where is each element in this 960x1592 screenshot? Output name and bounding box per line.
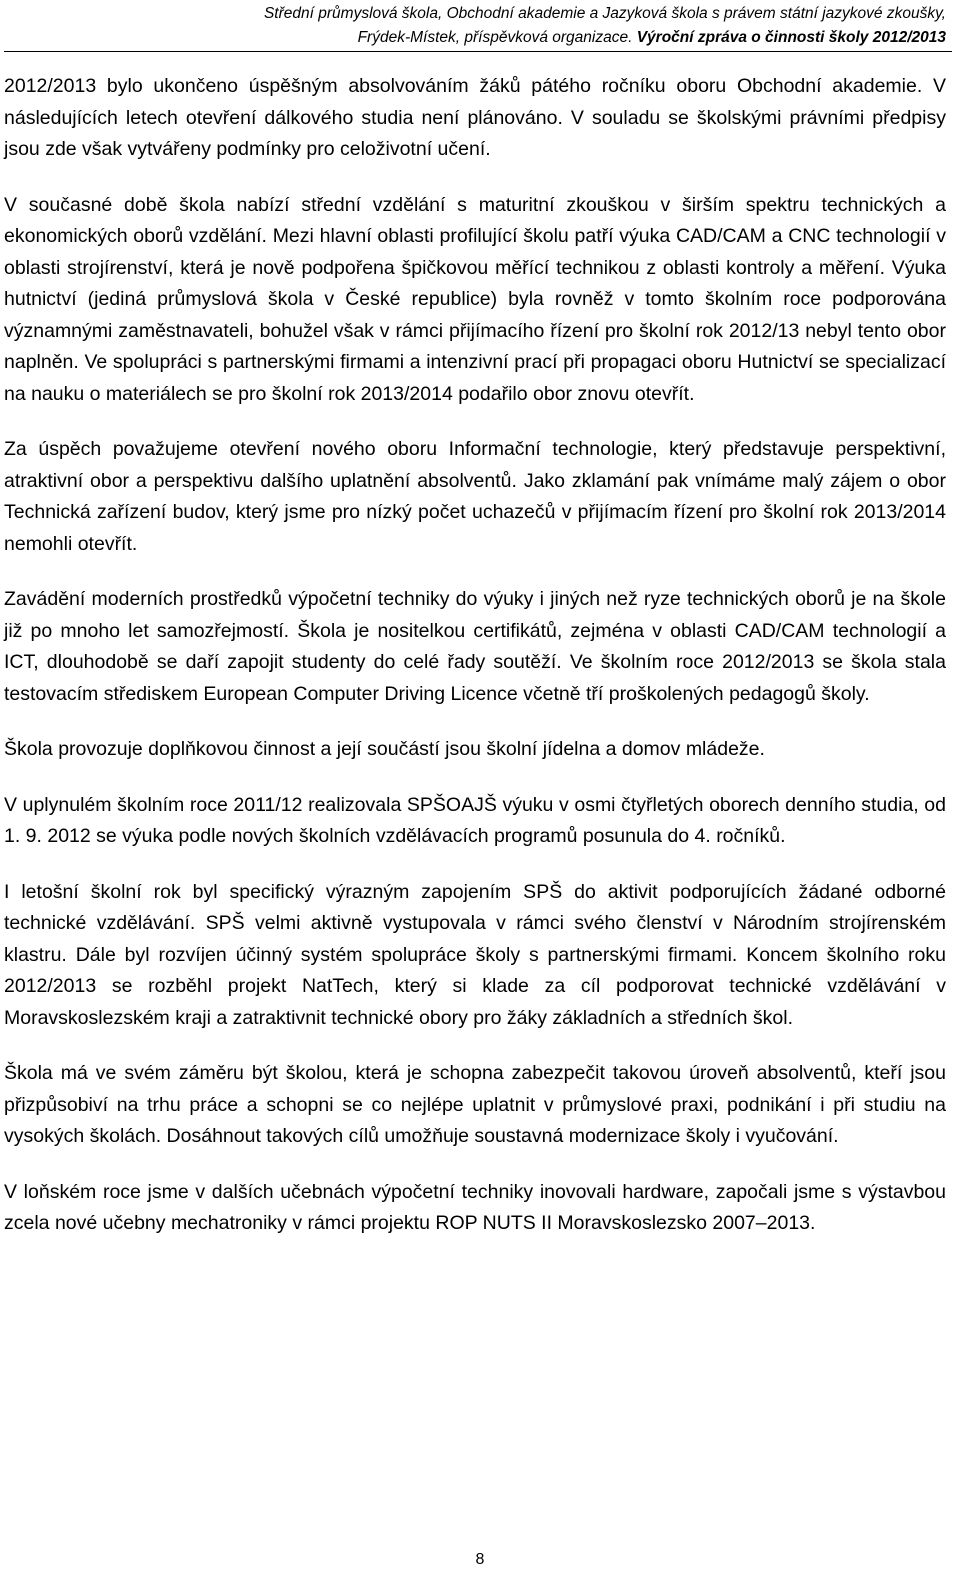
header-line-2 xyxy=(14,26,946,50)
paragraph-school-goals: Škola má ve svém záměru být školou, která je schopna zabezpečit takovou úroveň absolventů, kteří jsou přizpůsobiví na trhu práce a schopni se co nejlépe uplatnit v průmyslové praxi, podnikání i při studiu na vysokých školách. Dosáhnout takových cílů umožňuje soustavná modernizace školy i vyučování. xyxy=(4,1062,946,1147)
page-header xyxy=(14,0,946,50)
header-line-1: Střední průmyslová škola, Obchodní akademie a Jazyková škola s právem státní jazykové zkoušky, xyxy=(263,5,946,22)
paragraph-supplementary-activity: Škola provozuje doplňkovou činnost a její součástí jsou školní jídelna a domov mládeže. xyxy=(4,738,765,760)
paragraph-current-offer: V současné době škola nabízí střední vzdělání s maturitní zkouškou v širším spektru technických a ekonomických oborů vzdělání. Mezi hlavní oblasti profilující školu patří výuka CAD/CAM a CNC technologií v oblasti strojírenství, která je nově podpořena špičkovou měřící technikou z oblasti kontroly a měření. Výuka hutnictví (jediná průmyslová škola v České republice) byla rovněž v tomto školním roce podporována významnými zaměstnavateli, bohužel však v rámci přijímacího řízení pro školní rok 2012/13 nebyl tento obor naplněn. Ve spolupráci s partnerskými firmami a intenzivní prací při propagaci oboru Hutnictví se specializací na nauku o materiálech se pro školní rok 2013/2014 podařilo obor znovu otevřít. xyxy=(4,193,946,405)
paragraph-distance-study: 2012/2013 bylo ukončeno úspěšným absolvováním žáků pátého ročníku oboru Obchodní akademie. V následujících letech otevření dálkového studia není plánováno. V souladu se školskými právními předpisy jsou zde však vytvářeny podmínky pro celoživotní učení. xyxy=(4,75,946,160)
paragraph-technical-education: I letošní školní rok byl specifický výrazným zapojením SPŠ do aktivit podporujících žádané odborné technické vzdělávání. SPŠ velmi aktivně vystupovala v rámci svého členství v Národním strojírenském klastru. Dále byl rozvíjen účinný systém spolupráce školy s partnerskými firmami. Koncem školního roku 2012/2013 se rozběhl projekt NatTech, který si klade za cíl podporovat technické vzdělávání v Moravskoslezském kraji a zatraktivnit technické obory pro žáky základních a středních škol. xyxy=(4,880,946,1029)
paragraph-study-programs: V uplynulém školním roce 2011/12 realizovala SPŠOAJŠ výuku v osmi čtyřletých oborech denního studia, od 1. 9. 2012 se výuka podle nových školních vzdělávacích programů posunula do 4. ročníků. xyxy=(4,793,946,847)
paragraph-hardware-innovation: V loňském roce jsme v dalších učebnách výpočetní techniky inovovali hardware, započali jsme s výstavbou zcela nové učebny mechatroniky v rámci projektu ROP NUTS II Moravskoslezsko 2007–2013. xyxy=(4,1180,946,1234)
page-number: 8 xyxy=(475,1551,485,1568)
header-report-title: Výroční zpráva o činnosti školy 2012/2013 xyxy=(636,29,946,46)
header-organization: Frýdek-Místek, příspěvková organizace. xyxy=(357,29,637,46)
paragraph-new-programs: Za úspěch považujeme otevření nového oboru Informační technologie, který představuje perspektivní, atraktivní obor a perspektivu dalšího uplatnění absolventů. Jako zklamání pak vnímáme malý zájem o obor Technická zařízení budov, který jsme pro nízký počet uchazečů v přijímacím řízení pro školní rok 2013/2014 nemohli otevřít. xyxy=(4,438,946,555)
paragraph-computer-technology: Zavádění moderních prostředků výpočetní techniky do výuky i jiných než ryze technických oborů je na škole již po mnoho let samozřejmostí. Škola je nositelkou certifikátů, zejména v oblasti CAD/CAM technologií a ICT, dlouhodobě se daří zapojit studenty do celé řady soutěží. Ve školním roce 2012/2013 se škola stala testovacím střediskem European Computer Driving Licence včetně tří proškolených pedagogů školy. xyxy=(4,588,946,705)
header-divider xyxy=(4,51,952,52)
document-body xyxy=(4,71,946,1264)
